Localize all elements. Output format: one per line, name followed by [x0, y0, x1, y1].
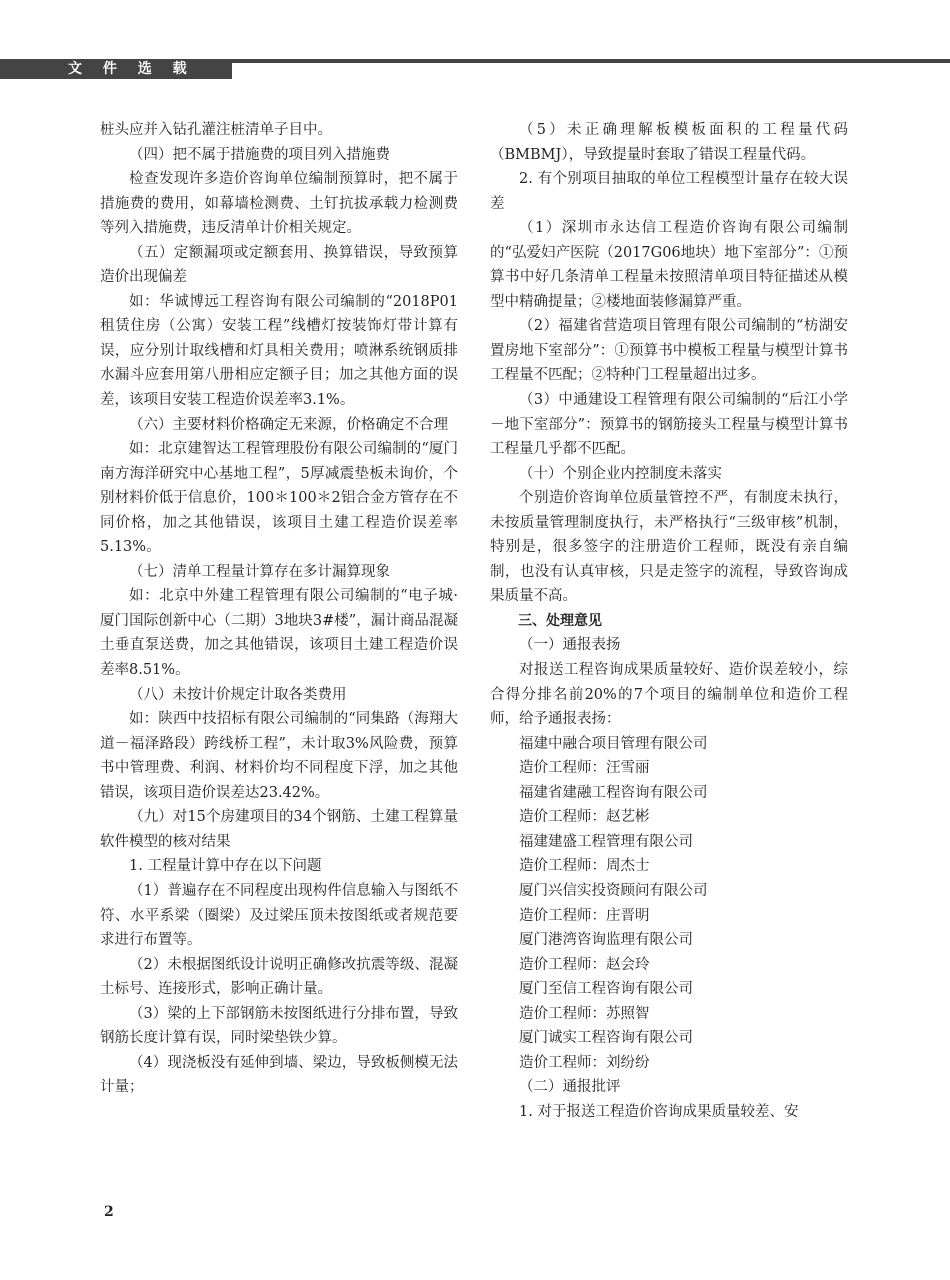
engineer-name: 造价工程师：刘纷纷 [519, 1054, 650, 1071]
paragraph: 如：北京建智达工程管理股份有限公司编制的“厦门南方海洋研究中心基地工程”，5厚减震垫板未询价，个别材料价低于信息价，100＊100＊2铝合金方管存在不同价格，加之其他错误，该项目土建工程造价误差率5.13%。 [100, 441, 458, 556]
paragraph: 如：陕西中技招标有限公司编制的“同集路（海翔大道－福泽路段）跨线桥工程”，未计取3%风险费，预算书中管理费、利润、材料价均不同程度下浮，加之其他错误，该项目造价误差达23.42%。 [100, 711, 458, 801]
subheading: （二）通报批评 [519, 1079, 621, 1096]
paragraph: 1. 工程量计算中存在以下问题 [129, 858, 322, 875]
subheading: （七）清单工程量计算存在多计漏算现象 [129, 563, 390, 580]
engineer-name: 造价工程师：赵艺彬 [519, 809, 650, 826]
paragraph: 对报送工程咨询成果质量较好、造价误差较小，综合得分排名前20%的7个项目的编制单位和造价工程师，给予通报表扬： [490, 662, 848, 728]
subheading: （一）通报表扬 [519, 637, 621, 654]
engineer-name: 造价工程师：庄晋明 [519, 907, 650, 924]
paragraph: 1. 对于报送工程造价咨询成果质量较差、安 [519, 1103, 799, 1120]
subheading: （十）个别企业内控制度未落实 [519, 465, 722, 482]
subheading: （八）未按计价规定计取各类费用 [129, 686, 347, 703]
company-name: 福建省建融工程咨询有限公司 [519, 784, 708, 801]
paragraph: （2）未根据图纸设计说明正确修改抗震等级、混凝土标号、连接形式，影响正确计量。 [100, 956, 458, 998]
subheading: （六）主要材料价格确定无来源，价格确定不合理 [129, 416, 448, 433]
header-rule [232, 59, 950, 63]
paragraph: （3）梁的上下部钢筋未按图纸进行分排布置，导致钢筋长度计算有误，同时梁垫铁少算。 [100, 1005, 458, 1047]
right-column [490, 118, 848, 1124]
paragraph: 2. 有个别项目抽取的单位工程模型计量存在较大误差 [490, 171, 848, 212]
paragraph: 桩头应并入钻孔灌注桩清单子目中。 [100, 122, 332, 138]
company-name: 福建中融合项目管理有限公司 [519, 735, 708, 752]
engineer-name: 造价工程师：汪雪丽 [519, 760, 650, 777]
left-column [100, 118, 458, 1100]
subheading: （九）对15个房建项目的34个钢筋、土建工程算量软件模型的核对结果 [100, 809, 458, 850]
company-name: 福建建盛工程管理有限公司 [519, 833, 693, 850]
company-name: 厦门至信工程咨询有限公司 [519, 981, 693, 998]
subheading: （五）定额漏项或定额套用、换算错误，导致预算造价出现偏差 [100, 244, 458, 286]
section-heading: 三、处理意见 [518, 612, 602, 629]
paragraph: （5）未正确理解板模板面积的工程量代码（BMBMJ），导致提量时套取了错误工程量代码。 [490, 122, 848, 163]
paragraph: （4）现浇板没有延伸到墙、梁边，导致板侧模无法计量； [100, 1054, 458, 1096]
subheading: （四）把不属于措施费的项目列入措施费 [129, 146, 390, 163]
paragraph: （3）中通建设工程管理有限公司编制的“后江小学－地下室部分”：预算书的钢筋接头工程量与模型计算书工程量几乎都不匹配。 [490, 392, 848, 458]
paragraph: （1）普遍存在不同程度出现构件信息输入与图纸不符、水平系梁（圈梁）及过梁压顶未按图纸或者规范要求进行布置等。 [100, 882, 458, 949]
engineer-name: 造价工程师：赵会玲 [519, 956, 650, 973]
company-name: 厦门港湾咨询监理有限公司 [519, 932, 693, 949]
section-title: 文 件 选 载 [0, 59, 232, 79]
engineer-name: 造价工程师：周杰士 [519, 858, 650, 875]
page-number: 2 [104, 1204, 114, 1220]
company-name: 厦门兴信实投资顾问有限公司 [519, 882, 708, 899]
paragraph: 如：华诚博远工程咨询有限公司编制的“2018P01租赁住房（公寓）安装工程”线槽灯按装饰灯带计算有误，应分别计取线槽和灯具相关费用；喷淋系统钢质排水漏斗应套用第八册相应定额子目；加之其他方面的误差，该项目安装工程造价误差率3.1%。 [100, 293, 458, 409]
paragraph: （1）深圳市永达信工程造价咨询有限公司编制的“弘爱妇产医院（2017G06地块）地下室部分”：①预算书中好几条清单工程量未按照清单项目特征描述从模型中精确提量；②楼地面装修漏算严重。 [490, 220, 848, 310]
paragraph: 如：北京中外建工程管理有限公司编制的“电子城·厦门国际创新中心（二期）3地块3#楼”，漏计商品混凝土垂直泵送费，加之其他错误，该项目土建工程造价误差率8.51%。 [100, 588, 458, 679]
paragraph: 个别造价咨询单位质量管控不严，有制度未执行，未按质量管理制度执行，未严格执行“三级审核”机制，特别是，很多签字的注册造价工程师，既没有亲自编制，也没有认真审核，只是走签字的流程，导致咨询成果质量不高。 [490, 490, 848, 605]
paragraph: （2）福建省营造项目管理有限公司编制的“枋湖安置房地下室部分”：①预算书中模板工程量与模型计算书工程量不匹配；②特种门工程量超出过多。 [490, 318, 848, 384]
engineer-name: 造价工程师：苏照智 [519, 1005, 650, 1022]
paragraph: 检查发现许多造价咨询单位编制预算时，把不属于措施费的费用，如幕墙检测费、土钉抗拔承载力检测费等列入措施费，违反清单计价相关规定。 [100, 171, 458, 237]
company-name: 厦门诚实工程咨询有限公司 [519, 1030, 693, 1047]
